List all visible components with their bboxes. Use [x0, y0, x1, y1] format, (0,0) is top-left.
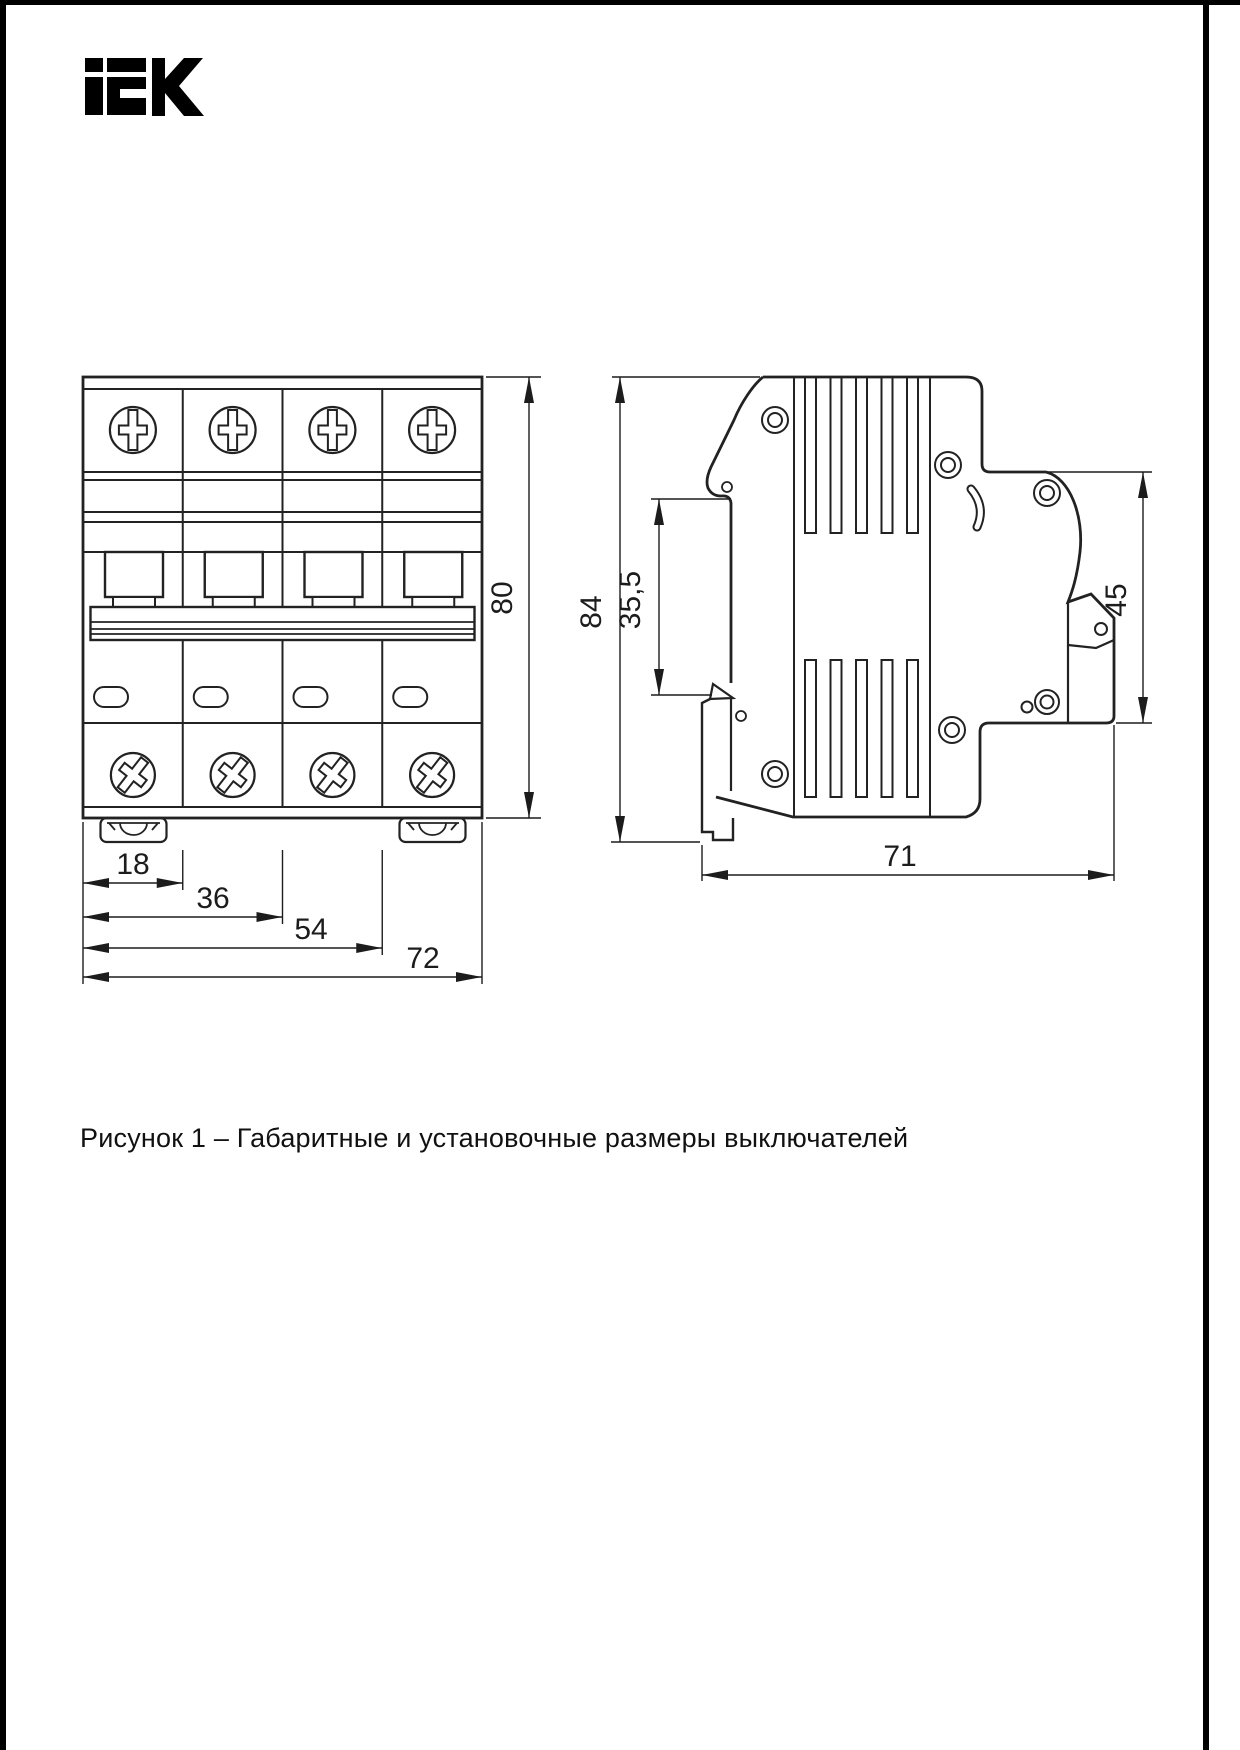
- toggle-tie-bar: [91, 607, 475, 640]
- dim-overall-width: 72: [406, 942, 440, 975]
- indicator-windows: [94, 687, 427, 707]
- toggle-pivot-hole: [722, 482, 732, 492]
- side-view: [702, 377, 1114, 840]
- din-clips-front: [101, 818, 466, 842]
- terminal-cage: [1068, 602, 1114, 723]
- rivets: [762, 407, 1060, 787]
- dim-terminal-side-height: 45: [1100, 583, 1133, 617]
- side-dimensions: [575, 377, 1152, 881]
- front-extension-lines: [83, 377, 541, 984]
- dim-side-height: 84: [575, 595, 608, 629]
- dim-two-modules: 36: [196, 882, 230, 915]
- dim-rail-offset: 35,5: [614, 570, 647, 630]
- front-view: [83, 377, 482, 842]
- side-body-outline: [716, 377, 1114, 817]
- dim-depth: 71: [883, 840, 917, 873]
- din-clip-side: [702, 684, 746, 840]
- front-dimensions: [83, 377, 541, 984]
- figure-caption: Рисунок 1 – Габаритные и установочные размеры выключателей: [80, 1123, 909, 1153]
- dim-three-modules: 54: [294, 913, 328, 946]
- curved-slot: [971, 489, 980, 527]
- dim-front-height: 80: [486, 581, 519, 615]
- front-dimension-arrows: [83, 377, 534, 982]
- side-toggle-profile: [707, 377, 763, 683]
- dim-module-width: 18: [116, 848, 150, 881]
- vent-slot-panel: [794, 377, 930, 816]
- toggle-handles: [105, 552, 462, 607]
